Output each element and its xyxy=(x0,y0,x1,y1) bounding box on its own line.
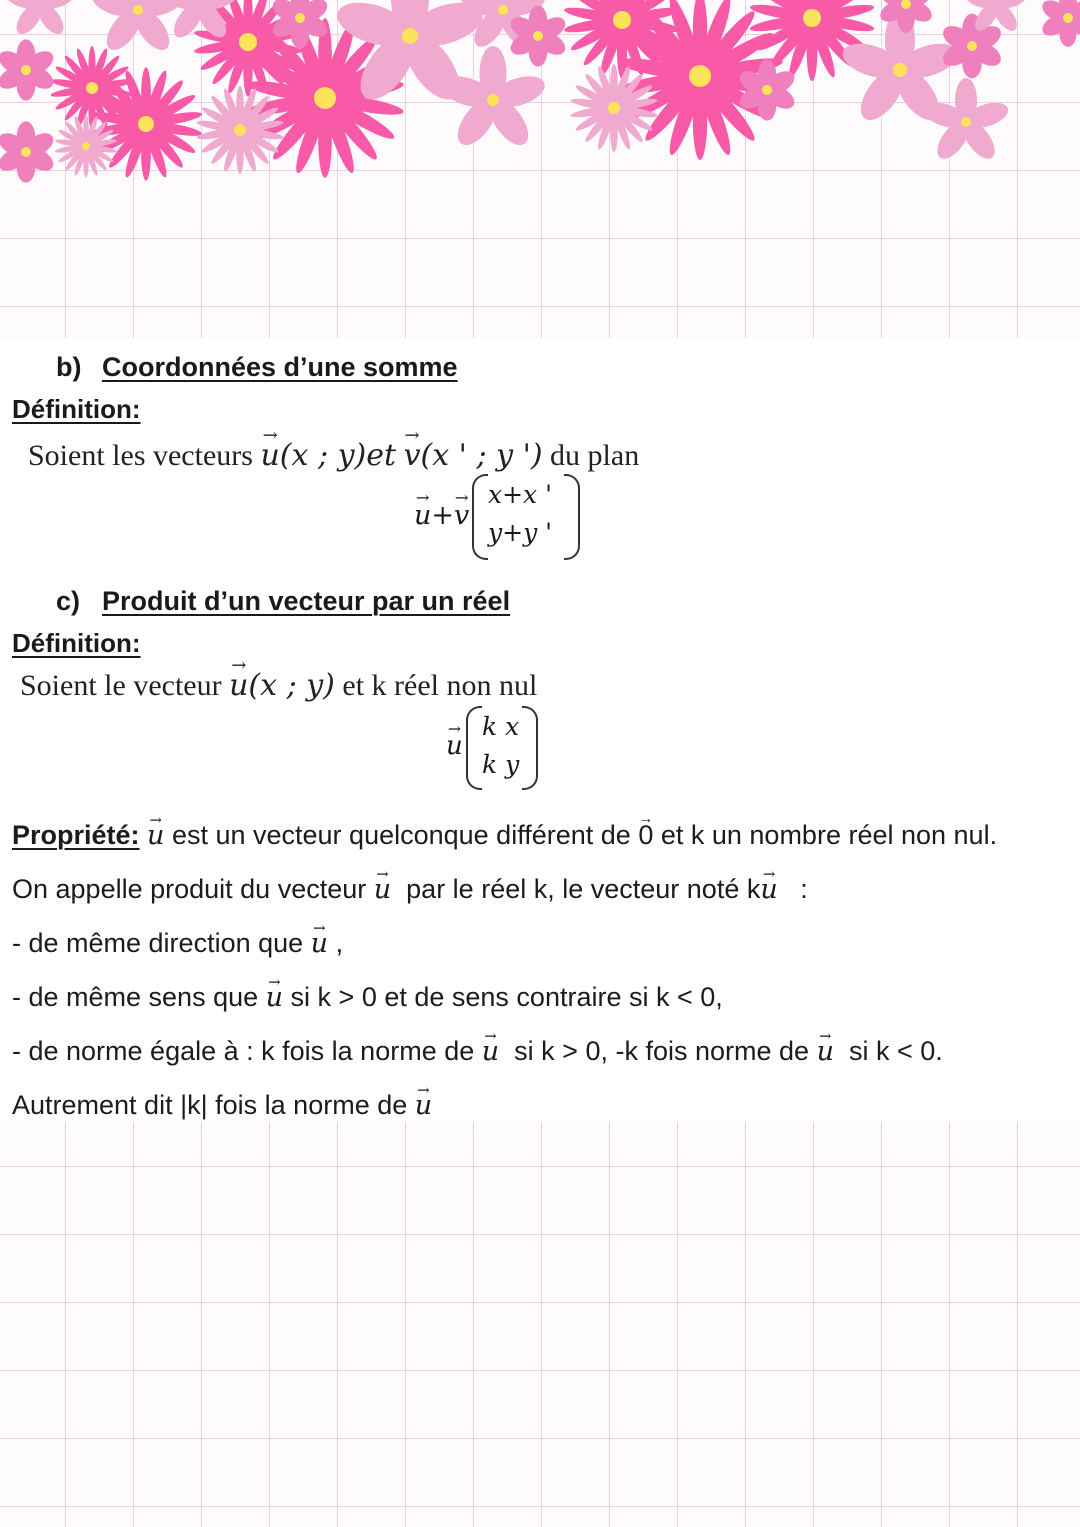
section-b-definition-label: Définition: xyxy=(12,394,141,424)
sum-formula-lhs xyxy=(414,500,469,531)
sum-y-cell: y+y ' xyxy=(488,518,553,547)
right-parenthesis xyxy=(564,474,580,560)
u-coordinates: (x ; y) xyxy=(248,668,335,703)
absolute-k: |k| xyxy=(180,1090,208,1120)
section-b-sentence-end: du plan xyxy=(550,439,640,472)
line-3-text-a: - de même direction que xyxy=(12,928,304,958)
section-c-label: c) xyxy=(56,586,81,616)
line-3-comma: , xyxy=(335,928,344,958)
line-2-colon: : xyxy=(800,874,808,904)
et-word: et xyxy=(366,438,397,473)
section-b-label: b) xyxy=(56,352,82,382)
vector-u: → u xyxy=(147,820,164,851)
section-b-title: Coordonnées d’une somme xyxy=(102,352,458,382)
propriete-line-2 xyxy=(12,874,808,905)
zero-vector: → 0 xyxy=(638,820,653,851)
line-2-text-a: On appelle produit du vecteur xyxy=(12,874,367,904)
section-c-sentence-start: Soient le vecteur xyxy=(20,669,222,702)
line-4-text-b: si k > 0 et de sens contraire si k < 0, xyxy=(290,982,723,1012)
left-parenthesis xyxy=(466,706,482,790)
notebook-grid-bottom xyxy=(0,1122,1080,1527)
product-formula-lhs xyxy=(446,730,463,761)
v-coordinates: (x ' ; y ') xyxy=(420,438,543,473)
sum-x-cell: x+x ' xyxy=(488,480,552,509)
sum-coordinates-matrix xyxy=(472,474,580,560)
u-coordinates: (x ; y) xyxy=(279,438,367,473)
propriete-text-b: et k un nombre réel non nul. xyxy=(660,820,998,850)
propriete-line-4 xyxy=(12,982,723,1013)
sum-vector-v: → v xyxy=(454,500,469,531)
section-c-heading xyxy=(56,586,510,617)
vector-u: → u xyxy=(482,1036,499,1067)
vector-u: → u xyxy=(760,874,777,905)
vector-u: → u xyxy=(311,928,328,959)
vector-u: → u xyxy=(817,1036,834,1067)
vector-v: → v xyxy=(404,438,421,473)
vector-u: → u xyxy=(374,874,391,905)
propriete-label: Propriété: xyxy=(12,820,140,850)
section-b-sentence-start: Soient les vecteurs xyxy=(28,439,253,472)
line-4-text-a: - de même sens que xyxy=(12,982,259,1012)
product-x-cell: k x xyxy=(482,712,520,741)
section-b-sentence xyxy=(28,438,639,473)
line-5-text-c: si k < 0. xyxy=(848,1036,943,1066)
propriete-line-1 xyxy=(12,820,997,851)
plus-sign: + xyxy=(431,500,455,531)
left-parenthesis xyxy=(472,474,488,560)
product-vector-u: → u xyxy=(446,731,463,761)
section-c-sentence-end: et k réel non nul xyxy=(342,669,538,702)
sum-vector-u: → u xyxy=(414,500,431,531)
propriete-line-3 xyxy=(12,928,343,959)
section-c-sentence xyxy=(20,668,537,703)
product-y-cell: k y xyxy=(482,750,520,779)
vector-u: → u xyxy=(229,668,248,703)
section-c-definition-label: Définition: xyxy=(12,628,141,658)
vector-u: → u xyxy=(415,1090,432,1121)
right-parenthesis xyxy=(522,706,538,790)
section-b-heading xyxy=(56,352,458,383)
propriete-text-a: est un vecteur quelconque différent de xyxy=(171,820,631,850)
lesson-content xyxy=(0,338,1080,1122)
vector-u: → u xyxy=(266,982,283,1013)
flower-border-decoration xyxy=(0,0,1080,200)
line-6-text-c: fois la norme de xyxy=(215,1090,408,1120)
product-coordinates-matrix xyxy=(466,706,538,790)
line-6-text-a: Autrement dit xyxy=(12,1090,173,1120)
propriete-line-6 xyxy=(12,1090,432,1121)
vector-u: → u xyxy=(260,438,279,473)
section-c-title: Produit d’un vecteur par un réel xyxy=(102,586,511,616)
line-2-text-b: par le réel k, le vecteur noté k xyxy=(406,874,761,904)
line-5-text-b: si k > 0, -k fois norme de xyxy=(514,1036,810,1066)
propriete-line-5 xyxy=(12,1036,943,1067)
line-5-text-a: - de norme égale à : k fois la norme de xyxy=(12,1036,475,1066)
